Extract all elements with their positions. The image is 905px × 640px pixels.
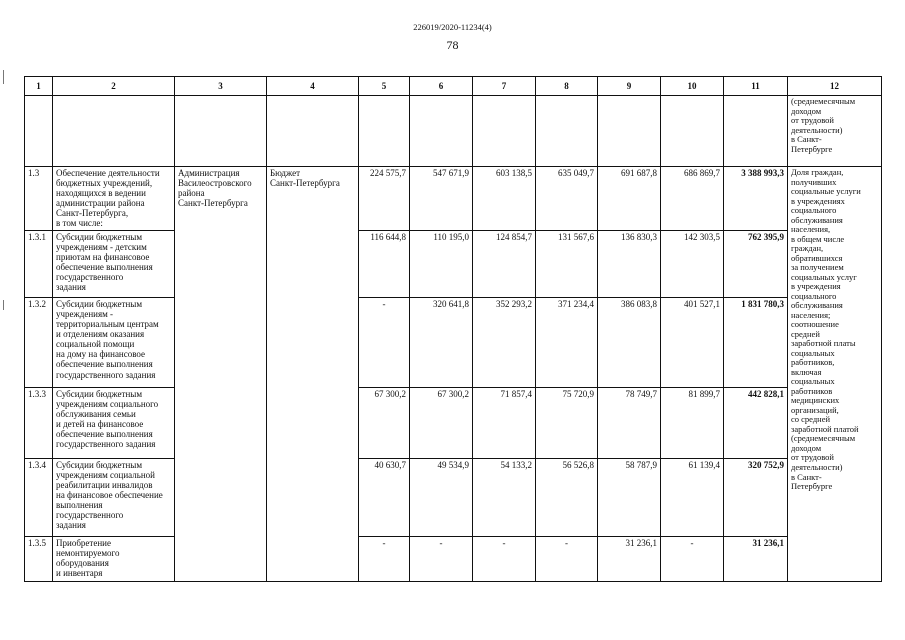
column-header: 8: [536, 77, 598, 96]
table-row: [25, 459, 882, 537]
total-cell: 442 828,1: [724, 388, 788, 459]
value-cell: 320 641,8: [410, 298, 473, 388]
document-id: 226019/2020-11234(4): [413, 22, 492, 32]
value-cell: -: [661, 537, 724, 582]
column-header: 9: [598, 77, 661, 96]
value-cell: 686 869,7: [661, 167, 724, 231]
value-cell: 371 234,4: [536, 298, 598, 388]
value-cell: -: [359, 298, 410, 388]
row-name: Обеспечение деятельности бюджетных учреждений, находящихся в ведении администрации района Санкт-Петербурга, в том числе:: [53, 167, 175, 231]
value-cell: 61 139,4: [661, 459, 724, 537]
column-header: 6: [410, 77, 473, 96]
total-cell: 31 236,1: [724, 537, 788, 582]
value-cell: 71 857,4: [473, 388, 536, 459]
value-cell: 67 300,2: [410, 388, 473, 459]
value-cell: 401 527,1: [661, 298, 724, 388]
value-cell: 81 899,7: [661, 388, 724, 459]
row-name: Субсидии бюджетным учреждениям социальной реабилитации инвалидов на финансовое обеспечение выполнения государственного задания: [53, 459, 175, 537]
value-cell: 78 749,7: [598, 388, 661, 459]
value-cell: 386 083,8: [598, 298, 661, 388]
value-cell: 131 567,6: [536, 231, 598, 298]
value-cell: 31 236,1: [598, 537, 661, 582]
row-number: 1.3: [25, 167, 53, 231]
total-cell: 3 388 993,3: [724, 167, 788, 231]
value-cell: -: [359, 537, 410, 582]
value-cell: 58 787,9: [598, 459, 661, 537]
continuation-note: (среднемесячным доходом от трудовой деятельности) в Санкт- Петербурге: [788, 96, 882, 167]
row-number: 1.3.5: [25, 537, 53, 582]
row-number: 1.3.2: [25, 298, 53, 388]
table-row: [25, 388, 882, 459]
value-cell: 635 049,7: [536, 167, 598, 231]
table-row: [25, 298, 882, 388]
value-cell: 75 720,9: [536, 388, 598, 459]
total-cell: 1 831 780,3: [724, 298, 788, 388]
total-cell: 762 395,9: [724, 231, 788, 298]
table-row: [25, 537, 882, 582]
row-name: Приобретение немонтируемого оборудования и инвентаря: [53, 537, 175, 582]
row-number: 1.3.1: [25, 231, 53, 298]
value-cell: -: [536, 537, 598, 582]
column-header: 2: [53, 77, 175, 96]
budget-table: [24, 76, 882, 582]
value-cell: 124 854,7: [473, 231, 536, 298]
table-row: [25, 231, 882, 298]
column-header: 10: [661, 77, 724, 96]
executor-cell: Администрация Василеостровского района Санкт-Петербурга: [175, 167, 267, 582]
page-edge-mark: [3, 300, 4, 310]
table-row: [25, 167, 882, 231]
column-header: 12: [788, 77, 882, 96]
total-cell: 320 752,9: [724, 459, 788, 537]
page-number: 78: [446, 38, 459, 52]
value-cell: 547 671,9: [410, 167, 473, 231]
value-cell: 40 630,7: [359, 459, 410, 537]
value-cell: 691 687,8: [598, 167, 661, 231]
column-header: 5: [359, 77, 410, 96]
column-header: 11: [724, 77, 788, 96]
value-cell: 224 575,7: [359, 167, 410, 231]
value-cell: 54 133,2: [473, 459, 536, 537]
value-cell: 116 644,8: [359, 231, 410, 298]
column-header: 3: [175, 77, 267, 96]
value-cell: 110 195,0: [410, 231, 473, 298]
value-cell: 352 293,2: [473, 298, 536, 388]
value-cell: 142 303,5: [661, 231, 724, 298]
row-name: Субсидии бюджетным учреждениям - территориальным центрам и отделениям оказания социальной помощи на дому на финансовое обеспечение выполнения государственного задания: [53, 298, 175, 388]
row-name: Субсидии бюджетным учреждениям - детским приютам на финансовое обеспечение выполнения государственного задания: [53, 231, 175, 298]
value-cell: 603 138,5: [473, 167, 536, 231]
value-cell: 49 534,9: [410, 459, 473, 537]
value-cell: 56 526,8: [536, 459, 598, 537]
column-header: 4: [267, 77, 359, 96]
value-cell: 136 830,3: [598, 231, 661, 298]
table-header-row: [25, 77, 882, 96]
column-header: 1: [25, 77, 53, 96]
row-name: Субсидии бюджетным учреждениям социального обслуживания семьи и детей на финансовое обеспечение выполнения государственного задания: [53, 388, 175, 459]
value-cell: -: [473, 537, 536, 582]
row-number: 1.3.4: [25, 459, 53, 537]
table-row-continuation: [25, 96, 882, 167]
page-edge-mark: [3, 70, 4, 84]
source-cell: Бюджет Санкт-Петербурга: [267, 167, 359, 582]
value-cell: 67 300,2: [359, 388, 410, 459]
row-number: 1.3.3: [25, 388, 53, 459]
value-cell: -: [410, 537, 473, 582]
column-header: 7: [473, 77, 536, 96]
indicator-cell: Доля граждан, получивших социальные услуги в учреждениях социального обслуживания населения, в общем числе граждан, обратившихся за получением социальных услуг в учреждения социального обслуживания населения; соотношение средней заработной платы социальных работников, включая социальных работников медицинских организаций, со средней заработной платой (среднемесячным доходом от трудовой деятельности) в Санкт- Петербурге: [788, 167, 882, 582]
